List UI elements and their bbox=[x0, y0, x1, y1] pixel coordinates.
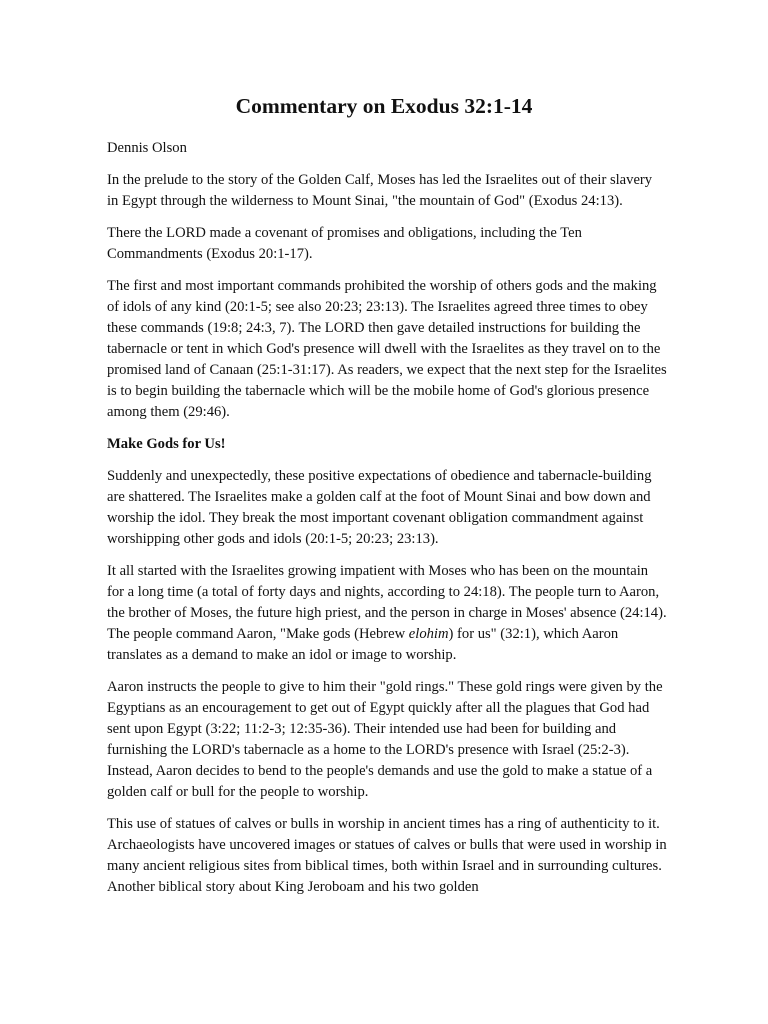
paragraph: In the prelude to the story of the Golden Calf, Moses has led the Israelites out of their slavery in Egypt through the wilderness to Mount Sinai, "the mountain of God" (Exodus 24:13). bbox=[107, 172, 653, 209]
paragraph: Suddenly and unexpectedly, these positive expectations of obedience and tabernacle-building are shattered. The Israelites make a golden calf at the foot of Mount Sinai and bow down and worship the idol. They break the most important covenant obligation commandment against worshipping other gods and idols (20:1-5; 20:23; 23:13). bbox=[107, 468, 652, 547]
paragraph: Aaron instructs the people to give to him their "gold rings." These gold rings were given by the Egyptians as an encouragement to get out of Egypt quickly after all the plagues that God had sent upon Egypt (3:22; 11:2-3; 12:35-36). Their intended use had been for building and furnishing the LORD's tabernacle as a home to the LORD's presence with Israel (25:2-3). Instead, Aaron decides to bend to the people's demands and use the gold to make a statue of a golden calf or bull for the people to worship. bbox=[107, 679, 663, 800]
paragraph: The first and most important commands prohibited the worship of others gods and the making of idols of any kind (20:1-5; see also 20:23; 23:13). The Israelites agreed three times to obey these commands (19:8; 24:3, 7). The LORD then gave detailed instructions for building the tabernacle or tent in which God's presence will dwell with the Israelites as they travel on to the promised land of Canaan (25:1-31:17). As readers, we expect that the next step for the Israelites is to begin building the tabernacle which will be the mobile home of God's glorious presence among them (29:46). bbox=[107, 278, 667, 420]
author-name: Dennis Olson bbox=[107, 140, 187, 156]
page-title: Commentary on Exodus 32:1-14 bbox=[235, 94, 533, 118]
paragraph bbox=[107, 561, 667, 666]
paragraph-text: It all started with the Israelites growing impatient with Moses who has been on the mountain for a long time (a total of forty days and nights, according to 24:18). The people turn to Aaron, the brother of Moses, the future high priest, and the person in charge in Moses' absence (24:14). The people command Aaron, "Make gods (Hebrew bbox=[107, 563, 667, 642]
section-heading: Make Gods for Us! bbox=[107, 436, 226, 452]
paragraph-text: ) for us" (32:1), which Aaron translates as a demand to make an idol or image to worship. bbox=[107, 626, 619, 663]
document-body bbox=[107, 138, 667, 909]
hebrew-term: elohim bbox=[408, 626, 449, 642]
paragraph: There the LORD made a covenant of promises and obligations, including the Ten Commandments (Exodus 20:1-17). bbox=[107, 225, 582, 262]
paragraph: This use of statues of calves or bulls in worship in ancient times has a ring of authenticity to it. Archaeologists have uncovered images or statues of calves or bulls that were used in worship in many ancient religious sites from biblical times, both within Israel and in surrounding cultures. Another biblical story about King Jeroboam and his two golden bbox=[107, 816, 667, 895]
